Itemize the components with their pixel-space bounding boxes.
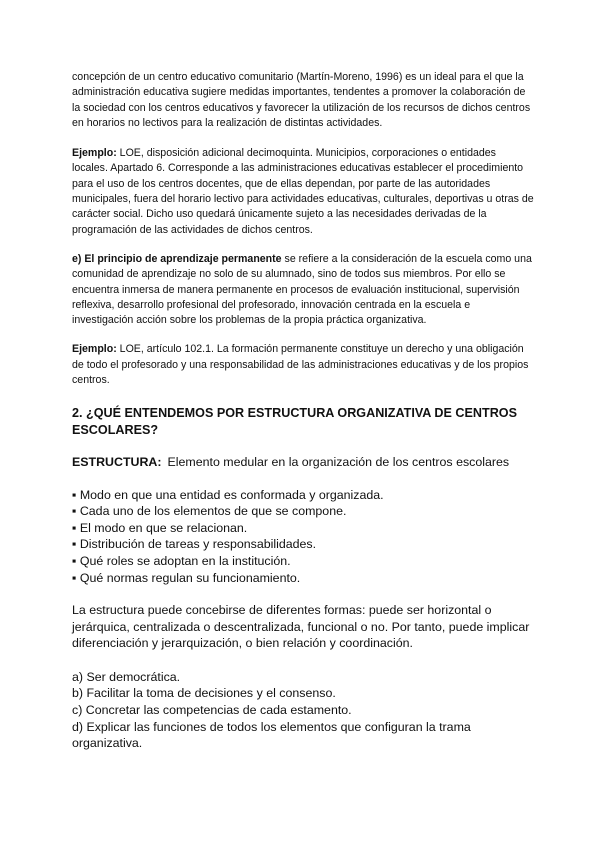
paragraph-ejemplo-loe-15	[72, 146, 534, 238]
estructura-text: Elemento medular en la organización de los centros escolares	[167, 454, 510, 469]
section-heading: 2. ¿QUÉ ENTENDEMOS POR ESTRUCTURA ORGANIZATIVA DE CENTROS ESCOLARES?	[72, 406, 517, 438]
estructura-label: ESTRUCTURA:	[72, 454, 162, 469]
paragraph-comunitario: concepción de un centro educativo comunitario (Martín-Moreno, 1996) es un ideal para el que la administración educativa sugiere medidas importantes, tendentes a promover la colaboración de la sociedad con los centros educativos y favorecer la utilización de los recursos de dichos centros en horarios no lectivos para la realización de distintas actividades.	[72, 71, 531, 129]
principio-label: e) El principio de aprendizaje permanente	[72, 252, 282, 265]
list-item: ▪ El modo en que se relacionan.	[72, 520, 248, 535]
list-item: d) Explicar las funciones de todos los elementos que configuran la trama organizativa.	[72, 719, 471, 751]
list-item: c) Concretar las competencias de cada estamento.	[72, 703, 352, 718]
list-item: ▪ Cada uno de los elementos de que se compone.	[72, 504, 347, 519]
paragraph-principio-aprendizaje	[72, 252, 534, 328]
requirements-list	[72, 669, 534, 752]
paragraph-ejemplo-loe-102	[72, 342, 534, 388]
ejemplo-label: Ejemplo:	[72, 147, 117, 160]
document-page	[72, 70, 534, 752]
list-item: ▪ Qué roles se adoptan en la institución.	[72, 553, 291, 568]
list-item: ▪ Qué normas regulan su funcionamiento.	[72, 570, 301, 585]
estructura-bullet-list	[72, 487, 534, 587]
principio-text: se refiere a la consideración de la escuela como una comunidad de aprendizaje no solo de su alumnado, sino de todos sus miembros. Por ello se encuentra inmersa de manera permanente en procesos de evaluación institucional, supervisión reflexiva, desarrollo profesional del profesorado, innovación centrada en la escuela e investigación acción sobre los problemas de la propia práctica organizativa.	[72, 252, 532, 327]
paragraph-formas: La estructura puede concebirse de diferentes formas: puede ser horizontal o jerárquica, centralizada o descentralizada, funcional o no. Por tanto, puede implicar diferenciación y jerarquización, o bien relación y coordinación.	[72, 603, 530, 651]
estructura-definition	[72, 454, 534, 471]
list-item: a) Ser democrática.	[72, 669, 181, 684]
list-item: ▪ Distribución de tareas y responsabilidades.	[72, 537, 317, 552]
ejemplo-text: LOE, disposición adicional decimoquinta. Municipios, corporaciones o entidades locales. Apartado 6. Corresponde a las administraciones educativas establecer el procedimiento para el uso de los centros docentes, que de ellas dependan, por parte de las autoridades municipales, fuera del horario lectivo para actividades educativas, culturales, deportivas u otras de carácter social. Dicho uso quedará únicamente sujeto a las necesidades derivadas de la programación de las actividades de dichos centros.	[72, 147, 534, 236]
ejemplo-text: LOE, artículo 102.1. La formación permanente constituye un derecho y una obligación de todo el profesorado y una responsabilidad de las administraciones educativas y de los propios centros.	[72, 343, 529, 387]
ejemplo-label: Ejemplo:	[72, 343, 117, 356]
list-item: b) Facilitar la toma de decisiones y el consenso.	[72, 686, 336, 701]
list-item: ▪ Modo en que una entidad es conformada y organizada.	[72, 487, 384, 502]
